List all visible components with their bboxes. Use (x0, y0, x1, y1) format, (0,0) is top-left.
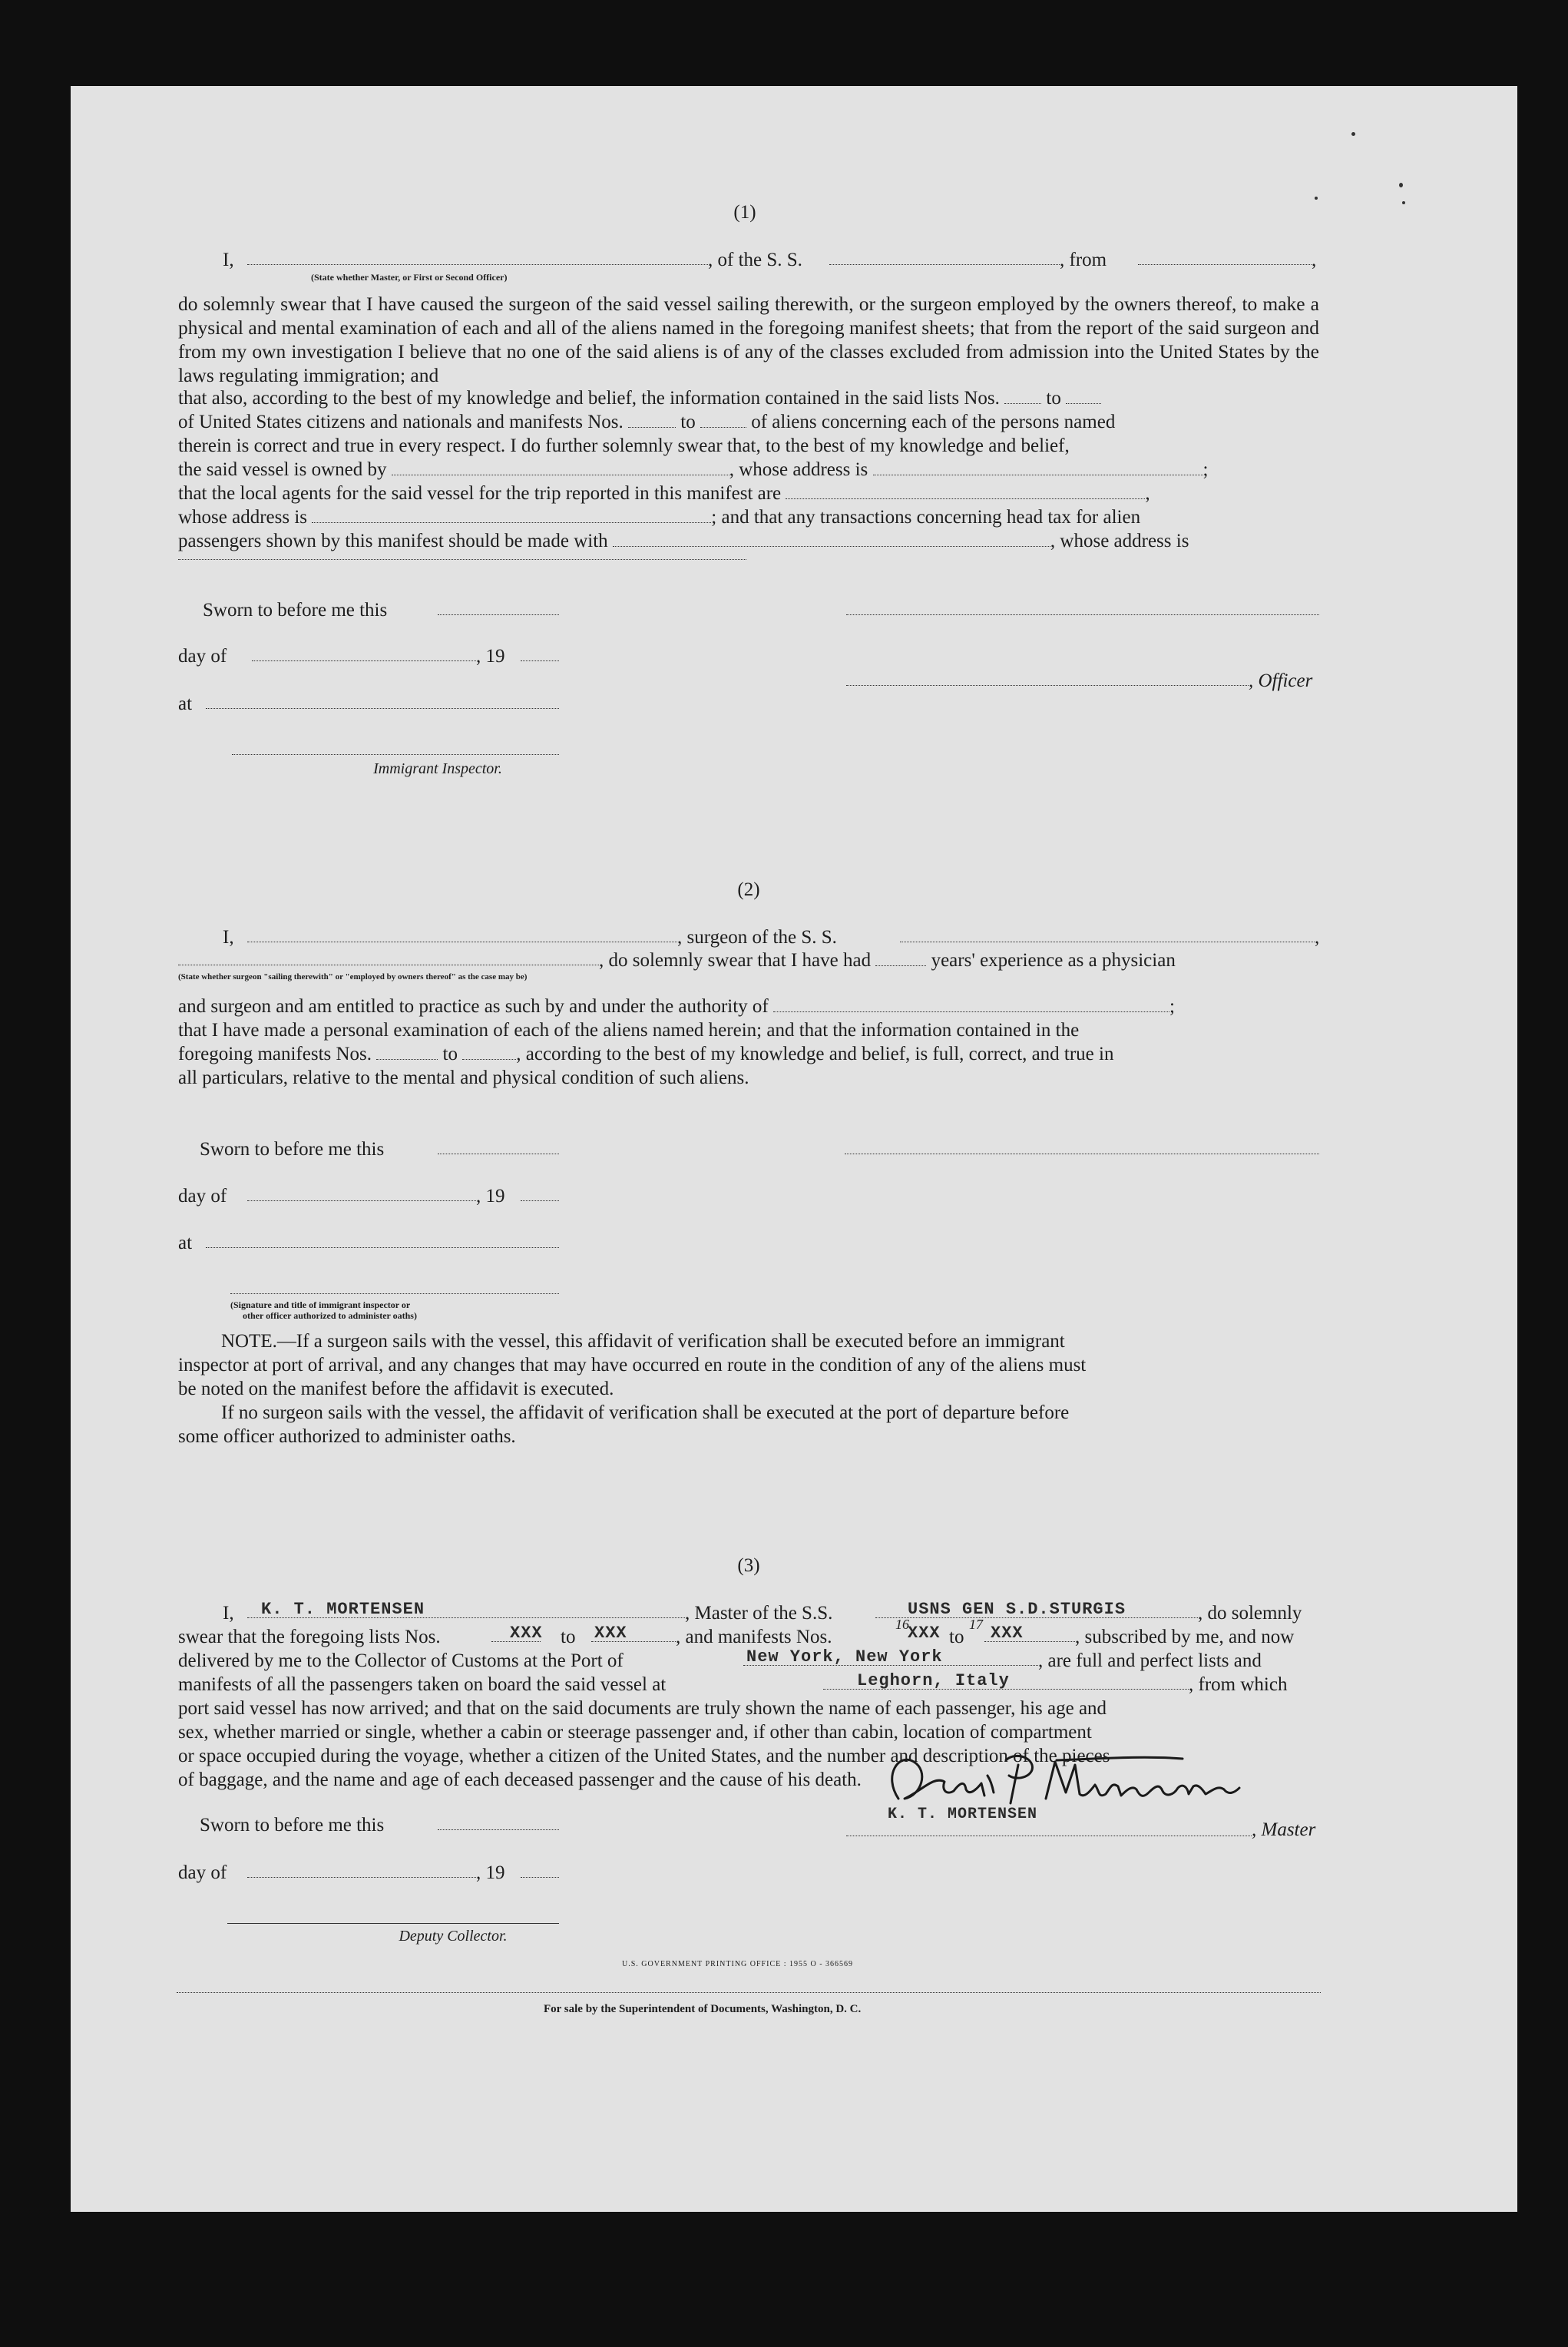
s1-from-label: , from (1060, 250, 1107, 270)
s2-comma: , (1315, 927, 1320, 948)
s2-line-6: all particulars, relative to the mental and physical condition of such aliens. (178, 1068, 749, 1088)
s2-day-field[interactable] (247, 1200, 476, 1201)
s2-sig-hint-2: other officer authorized to administer oaths) (243, 1310, 417, 1321)
s1-lists-label: that also, according to the best of my knowledge and belief, the information contained in the said lists Nos. (178, 388, 1000, 409)
s1-day-field[interactable] (252, 660, 476, 661)
s3-passengers-label: manifests of all the passengers taken on board the said vessel at (178, 1674, 667, 1695)
s2-at-label: at (178, 1233, 193, 1253)
s2-note-2: inspector at port of arrival, and any changes that may have occurred en route in the condition of any of the aliens must (178, 1355, 1087, 1375)
s3-to-label-2: to (949, 1627, 964, 1647)
s3-sworn-label: Sworn to before me this (200, 1815, 385, 1836)
s3-lists-to-field[interactable]: XXX (594, 1624, 627, 1643)
s1-officer-hint: (State whether Master, or First or Second Officer) (311, 272, 508, 283)
printing-office-line: U.S. GOVERNMENT PRINTING OFFICE : 1955 O - 366569 (622, 1960, 854, 1968)
section-1-heading: (1) (733, 202, 756, 223)
s3-manifest-from-field[interactable]: XXX (908, 1624, 941, 1643)
s1-officer-title-field[interactable] (247, 264, 708, 265)
s1-whose-address-label-2: , whose address is (1050, 531, 1189, 551)
s1-head-tax-address-field[interactable] (178, 559, 746, 560)
s2-semicolon: ; (1169, 996, 1175, 1017)
s3-i-label: I, (223, 1603, 234, 1624)
s1-sworn-label: Sworn to before me this (203, 600, 388, 621)
s2-manifests-from-field[interactable] (376, 1044, 438, 1060)
s2-day-of-label: day of (178, 1186, 227, 1207)
s3-master-name-field[interactable]: K. T. MORTENSEN (261, 1600, 425, 1619)
s1-semicolon: ; (1202, 459, 1209, 480)
s2-status-hint: (State whether surgeon "sailing therewith" or "employed by owners thereof" as the case may be) (178, 972, 528, 982)
s3-sworn-field[interactable] (438, 1829, 559, 1830)
s3-lists-label: swear that the foregoing lists Nos. (178, 1627, 441, 1647)
s1-manifests-label: of United States citizens and nationals and manifests Nos. (178, 412, 624, 432)
s2-belief-label: , according to the best of my knowledge and belief, is full, correct, and true in (516, 1044, 1114, 1064)
s3-master-label: , Master (1252, 1819, 1316, 1840)
s1-of-ss-label: , of the S. S. (708, 250, 802, 270)
s1-manifests-to-field[interactable] (700, 412, 746, 428)
s1-manifests-from-field[interactable] (628, 412, 676, 428)
s2-years-label: , do solemnly swear that I have had (599, 950, 872, 971)
s1-officer-label: , Officer (1249, 670, 1313, 691)
s2-manifests-to-field[interactable] (462, 1044, 516, 1060)
s3-line-8: of baggage, and the name and age of each deceased passenger and the cause of his death. (178, 1769, 862, 1790)
s3-manifest-to-field[interactable]: XXX (991, 1624, 1024, 1643)
s1-at-field[interactable] (206, 708, 559, 709)
speck (1351, 132, 1355, 136)
s3-vessel-field[interactable]: USNS GEN S.D.STURGIS (908, 1600, 1126, 1619)
s1-agents-field[interactable] (786, 483, 1145, 499)
s3-from-which-label: , from which (1189, 1674, 1288, 1695)
section-3-heading: (3) (737, 1555, 760, 1576)
s2-inspector-signature-field[interactable] (230, 1293, 559, 1294)
s2-note-3: be noted on the manifest before the affidavit is executed. (178, 1379, 614, 1399)
s3-to-label: to (561, 1627, 576, 1647)
s2-note-4: If no surgeon sails with the vessel, the affidavit of verification shall be executed at the port of departure before (221, 1402, 1070, 1423)
speck (1315, 197, 1318, 200)
for-sale-line: For sale by the Superintendent of Documents, Washington, D. C. (544, 2003, 862, 2015)
s1-owner-address-field[interactable] (873, 459, 1203, 475)
s1-owned-label: the said vessel is owned by (178, 459, 387, 480)
speck (1399, 183, 1403, 187)
s2-years-field[interactable] (875, 950, 926, 966)
s2-sig-hint-1: (Signature and title of immigrant inspector or (230, 1299, 411, 1310)
s1-comma: , (1312, 250, 1317, 270)
s1-line-3 (178, 411, 1115, 434)
s1-line-2 (178, 387, 1101, 410)
s3-deputy-label: Deputy Collector. (399, 1928, 508, 1945)
s1-i-label: I, (223, 250, 234, 270)
s1-agents-address-field[interactable] (312, 507, 711, 523)
s1-to-label-2: to (680, 412, 696, 432)
s2-sworn-label: Sworn to before me this (200, 1139, 385, 1160)
s3-year-label: , 19 (476, 1862, 505, 1883)
s3-line-7: or space occupied during the voyage, whether a citizen of the United States, and the number and description of the pieces (178, 1746, 1110, 1766)
s1-line-4: therein is correct and true in every respect. I do further solemnly swear that, to the best of my knowledge and belief, (178, 435, 1070, 456)
s1-year-label: , 19 (476, 646, 505, 667)
s2-to-label: to (442, 1044, 458, 1064)
s1-at-label: at (178, 694, 193, 714)
s3-collector-label: delivered by me to the Collector of Customs at the Port of (178, 1650, 624, 1671)
s1-lists-to-field[interactable] (1066, 388, 1101, 404)
s2-note-1: NOTE.—If a surgeon sails with the vessel, this affidavit of verification shall be executed before an immigrant (221, 1331, 1065, 1352)
s2-note-5: some officer authorized to administer oaths. (178, 1426, 516, 1447)
s1-lists-from-field[interactable] (1004, 388, 1041, 404)
s2-manifests-label: foregoing manifests Nos. (178, 1044, 372, 1064)
s1-address-label: , whose address is (729, 459, 868, 480)
s2-line-5 (178, 1043, 1113, 1066)
s3-line-5: port said vessel has now arrived; and that on the said documents are truly shown the name of each passenger, his age and (178, 1698, 1107, 1719)
s1-inspector-signature-field[interactable] (232, 754, 559, 755)
s2-swear-label (599, 949, 1176, 972)
s1-oath-paragraph: do solemnly swear that I have caused the surgeon of the said vessel sailing therewith, or the surgeon employed by the owners thereof, to make a physical and mental examination of each and all of the aliens named in the foregoing manifest sheets; that from the report of the said surgeon and from my own investigation I believe that no one of the said aliens is of any of the classes excluded from admission into the United States by the laws regulating immigration; and (178, 293, 1319, 386)
s1-officer-signature-field[interactable] (846, 614, 1319, 615)
s2-physician-label: years' experience as a physician (931, 950, 1176, 971)
s3-manifest-to-hand: 17 (969, 1617, 983, 1632)
s3-signer-typed: K. T. MORTENSEN (888, 1806, 1038, 1823)
s2-line-3 (178, 995, 1175, 1018)
s2-at-field[interactable] (206, 1247, 559, 1248)
s1-line-8 (178, 530, 1189, 553)
s3-line-6: sex, whether married or single, whether a cabin or steerage passenger and, if other than cabin, location of compartment (178, 1722, 1092, 1743)
s3-lists-from-field[interactable]: XXX (510, 1624, 543, 1643)
s3-day-field[interactable] (247, 1877, 476, 1878)
s1-line-5 (178, 458, 1208, 482)
s2-year-field[interactable] (521, 1200, 559, 1201)
s2-i-label: I, (223, 927, 234, 948)
s1-head-tax-label: ; and that any transactions concerning head tax for alien (711, 507, 1141, 528)
s3-port-departure-field[interactable]: Leghorn, Italy (857, 1671, 1010, 1690)
s1-whose-address-label: whose address is (178, 507, 308, 528)
s1-line-7 (178, 506, 1140, 529)
s1-owner-field[interactable] (392, 459, 729, 475)
s2-surgeon-of-label: , surgeon of the S. S. (677, 927, 837, 948)
s1-agents-label: that the local agents for the said vessel for the trip reported in this manifest are (178, 483, 782, 504)
s3-day-of-label: day of (178, 1862, 227, 1883)
s3-manifest-from-hand: 16 (895, 1617, 909, 1632)
s2-line-4: that I have made a personal examination of each of the aliens named herein; and that the information contained in the (178, 1020, 1080, 1041)
s3-manifests-label: , and manifests Nos. (676, 1627, 832, 1647)
section-2-heading: (2) (737, 879, 760, 900)
s3-port-arrival-field[interactable]: New York, New York (746, 1647, 943, 1667)
s1-made-with-label: passengers shown by this manifest should be made with (178, 531, 608, 551)
s1-line-6 (178, 482, 1150, 505)
s3-year-field[interactable] (521, 1877, 559, 1878)
s3-deputy-signature-field[interactable] (227, 1923, 559, 1924)
s3-subscribed-label: , subscribed by me, and now (1075, 1627, 1295, 1647)
s1-from-field[interactable] (1138, 264, 1312, 265)
s2-year-label: , 19 (476, 1186, 505, 1207)
s3-manifest-to-line (984, 1641, 1075, 1642)
speck (1402, 201, 1405, 204)
s2-authority-field[interactable] (773, 996, 1169, 1012)
s3-master-of-label: , Master of the S.S. (685, 1603, 833, 1624)
s1-sworn-field[interactable] (438, 614, 559, 615)
s1-head-tax-field[interactable] (613, 531, 1050, 547)
s1-day-of-label: day of (178, 646, 227, 667)
s1-to-label: to (1046, 388, 1061, 409)
s1-comma-2: , (1145, 483, 1150, 504)
s2-authority-label: and surgeon and am entitled to practice as such by and under the authority of (178, 996, 769, 1017)
s1-vessel-field[interactable] (829, 264, 1060, 265)
s1-year-field[interactable] (521, 660, 559, 661)
footer-rule (177, 1992, 1321, 1993)
s3-solemnly-label: , do solemnly (1198, 1603, 1302, 1624)
s1-officer-name-field[interactable] (846, 685, 1249, 686)
s1-aliens-label: of aliens concerning each of the persons named (751, 412, 1116, 432)
s1-inspector-label: Immigrant Inspector. (373, 760, 502, 777)
s3-perfect-lists-label: , are full and perfect lists and (1038, 1650, 1262, 1671)
